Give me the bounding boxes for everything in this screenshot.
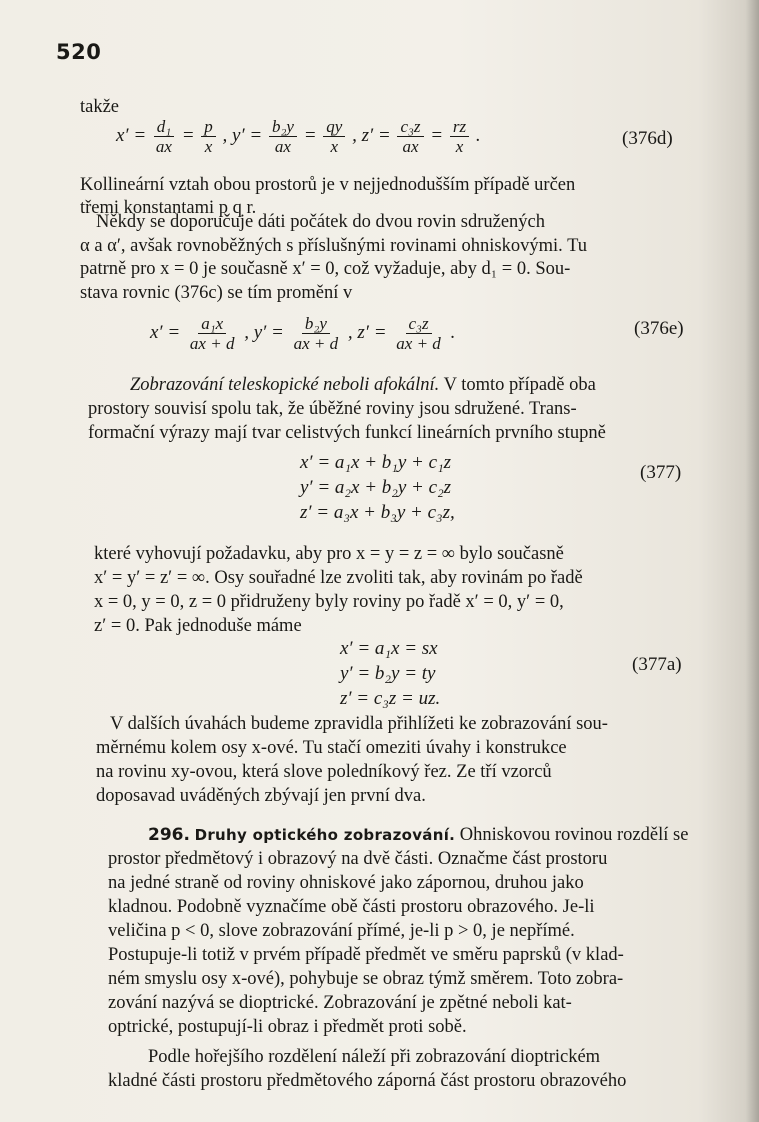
eq-part: , z′ =: [352, 124, 391, 146]
eq-part: x′ =: [116, 124, 147, 146]
eq-part: , z′ =: [347, 321, 387, 343]
paragraph-line: doposavad uváděných zbývají jen první dva.: [96, 786, 426, 806]
equation-label-376e: (376e): [634, 318, 684, 339]
paragraph-line: [130, 376, 596, 395]
equation-label-376d: (376d): [622, 128, 673, 149]
eq-numerator: qy: [323, 118, 345, 137]
paragraph-line: α a α′, avšak rovnoběžných s příslušnými rovinami ohniskovými. Tu: [80, 236, 587, 256]
eq-numerator: c₃z: [397, 118, 423, 137]
paragraph-line: zování nazývá se dioptrické. Zobrazování je zpětné neboli kat-: [108, 993, 572, 1013]
equation-line: y′ = b₂y = ty: [340, 663, 436, 684]
equation-line: y′ = a₂x + b₂y + c₂z: [300, 477, 452, 498]
paragraph-line: kladnou. Podobně vyznačíme obě části prostoru obrazového. Je-li: [108, 897, 595, 917]
page-number: 520: [56, 40, 102, 64]
equation-376e: [150, 315, 455, 352]
section-title: Druhy optického zobrazování.: [194, 826, 456, 844]
paragraph-line: které vyhovují požadavku, aby pro x = y = z = ∞ bylo současně: [94, 544, 564, 564]
eq-numerator: a₁x: [198, 315, 226, 334]
eq-part: , y′ =: [244, 321, 284, 343]
eq-denominator: x: [330, 137, 339, 156]
section-heading-line: [148, 826, 688, 845]
paragraph-line: na rovinu xy-ovou, která slove poledníkový řez. Ze tří vzorců: [96, 762, 552, 782]
paragraph-line: x′ = y′ = z′ = ∞. Osy souřadné lze zvoliti tak, aby rovinám po řadě: [94, 568, 583, 588]
equation-line: z′ = a₃x + b₃y + c₃z,: [300, 502, 455, 523]
eq-numerator: d₁: [154, 118, 174, 137]
equation-376d: [116, 118, 481, 155]
equation-line: x′ = a₁x + b₁y + c₁z: [300, 452, 452, 473]
paragraph-line: optrické, postupují-li obraz i předmět proti sobě.: [108, 1017, 467, 1037]
eq-part: .: [475, 124, 481, 146]
paragraph-line: x = 0, y = 0, z = 0 přidruženy byly roviny po řadě x′ = 0, y′ = 0,: [94, 592, 564, 612]
equation-377: [300, 452, 455, 527]
eq-numerator: p: [201, 118, 216, 137]
eq-denominator: ax: [402, 137, 419, 156]
paragraph-line: z′ = 0. Pak jednoduše máme: [94, 616, 302, 636]
section-number: 296.: [148, 825, 190, 845]
paragraph-line: V dalších úvahách budeme zpravidla přihlížeti ke zobrazování sou-: [110, 714, 608, 734]
eq-denominator: ax: [155, 137, 172, 156]
equation-line: z′ = c₃z = uz.: [340, 688, 441, 709]
eq-denominator: ax + d: [293, 334, 339, 353]
eq-numerator: c₃z: [406, 315, 432, 334]
paragraph-line: Kollineární vztah obou prostorů je v nejjednodušším případě určen: [80, 175, 576, 195]
paragraph-line: ném smyslu osy x-ové), pohybuje se obraz týmž směrem. Toto zobra-: [108, 969, 624, 989]
paragraph-line: kladné části prostoru předmětového záporná část prostoru obrazového: [108, 1071, 627, 1091]
eq-numerator: b₂y: [302, 315, 330, 334]
paragraph-line: veličina p < 0, slove zobrazování přímé, je-li p > 0, je nepřímé.: [108, 921, 575, 941]
equation-line: x′ = a₁x = sx: [340, 638, 438, 659]
eq-numerator: rz: [450, 118, 469, 137]
paragraph-line: na jedné straně od roviny ohniskové jako zápornou, druhou jako: [108, 873, 584, 893]
eq-part: =: [181, 124, 195, 146]
paragraph-text: Ohniskovou rovinou rozdělí se: [455, 825, 689, 845]
paragraph-line: prostor předmětový i obrazový na dvě části. Označme část prostoru: [108, 849, 608, 869]
eq-denominator: ax + d: [189, 334, 235, 353]
eq-part: x′ =: [150, 321, 181, 343]
eq-numerator: b₂y: [269, 118, 297, 137]
paragraph-line: měrnému kolem osy x-ové. Tu stačí omeziti úvahy i konstrukce: [96, 738, 567, 758]
page-edge: [745, 0, 759, 1122]
paragraph-line: Podle hořejšího rozdělení náleží při zobrazování dioptrickém: [148, 1047, 601, 1067]
equation-label-377: (377): [640, 462, 682, 483]
equation-377a: [340, 638, 440, 713]
paragraph-line: patrně pro x = 0 je současně x′ = 0, což vyžaduje, aby d₁ = 0. Sou-: [80, 259, 571, 279]
eq-part: .: [450, 321, 456, 343]
paragraph-line: formační výrazy mají tvar celistvých funkcí lineárních prvního stupně: [88, 423, 606, 443]
paragraph-line: stava rovnic (376c) se tím promění v: [80, 283, 353, 303]
eq-denominator: ax: [274, 137, 291, 156]
eq-part: =: [430, 124, 444, 146]
subsection-heading: Zobrazování teleskopické neboli afokální.: [130, 375, 440, 395]
paragraph-line: Postupuje-li totiž v prvém případě předmět ve směru paprsků (v klad-: [108, 945, 624, 965]
eq-denominator: x: [204, 137, 213, 156]
eq-part: , y′ =: [222, 124, 263, 146]
eq-denominator: ax + d: [396, 334, 441, 353]
paragraph-text: V tomto případě oba: [439, 375, 596, 395]
paragraph-line: prostory souvisí spolu tak, že úběžné roviny jsou sdružené. Trans-: [88, 399, 577, 419]
paragraph-line: třemi konstantami p q r.: [80, 198, 257, 218]
eq-denominator: x: [455, 137, 464, 156]
eq-part: =: [303, 124, 317, 146]
paragraph-line: Někdy se doporučuje dáti počátek do dvou rovin sdružených: [96, 212, 546, 232]
equation-label-377a: (377a): [632, 654, 682, 675]
text-takze: takže: [80, 97, 120, 117]
